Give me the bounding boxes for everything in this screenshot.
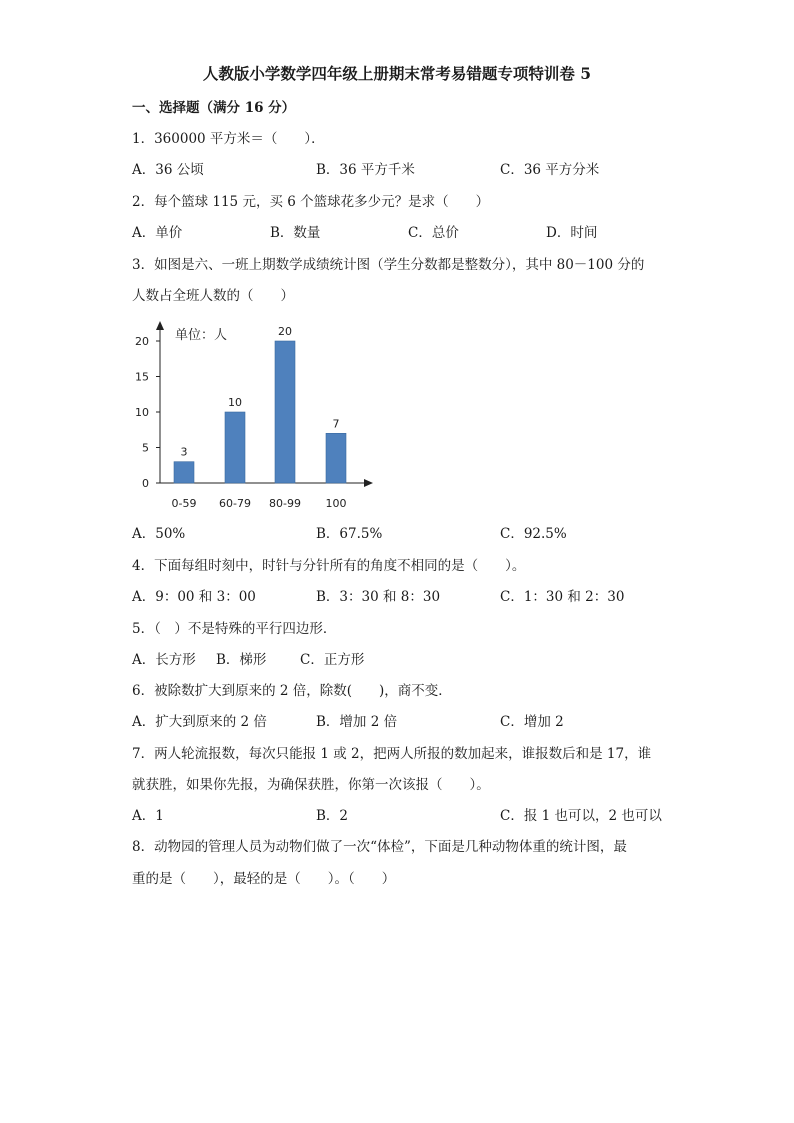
bar-value-label: 3 [180,445,188,459]
q5-option-c: C．正方形 [300,652,365,668]
q4-option-a: A．9：00 和 3：00 [132,589,256,605]
section-heading: 一、选择题（满分 16 分） [132,100,296,116]
chart-labels [172,325,347,510]
y-tick-label: 10 [135,406,149,419]
question-4-stem: 4．下面每组时刻中，时针与分针所有的角度不相同的是（ ）。 [132,558,526,574]
question-8-stem-line-2: 重的是（ ），最轻的是（ ）。（ ） [132,871,396,887]
q7-option-b: B．2 [316,808,349,824]
y-axis-arrow [156,321,164,330]
bar-value-label: 7 [332,417,340,431]
q4-option-c: C．1：30 和 2：30 [500,589,625,605]
bar-value-label: 20 [278,325,292,338]
score-bar-chart [128,316,384,516]
question-7-stem-line-2: 就获胜，如果你先报，为确保获胜，你第一次该报（ ）。 [132,777,490,793]
q7-option-a: A．1 [132,808,164,824]
y-tick-label: 5 [142,441,149,455]
bar-100 [326,433,346,483]
bar-60-79 [225,412,245,483]
y-tick-label: 15 [135,370,149,384]
question-5-stem: 5．（ ）不是特殊的平行四边形． [132,621,337,637]
bar-value-label: 10 [228,396,242,409]
exam-title: 人教版小学数学四年级上册期末常考易错题专项特训卷 5 [202,64,592,83]
q1-option-c: C．36 平方分米 [500,162,600,178]
q5-option-b: B．梯形 [216,652,267,668]
q3-option-b: B．67.5% [316,526,383,542]
q3-option-a: A．50% [132,526,186,542]
q1-option-b: B．36 平方千米 [316,162,415,178]
x-axis-arrow [364,479,373,487]
q1-option-a: A．36 公顷 [132,162,204,178]
x-category-label: 80-99 [269,497,301,510]
q7-option-c: C．报 1 也可以，2 也可以 [500,808,662,824]
q3-option-c: C．92.5% [500,526,567,542]
q6-option-c: C．增加 2 [500,714,564,730]
q2-option-a: A．单价 [132,225,183,241]
bar-80-99 [275,341,295,483]
question-7-stem-line-1: 7．两人轮流报数，每次只能报 1 或 2，把两人所报的数加起来，谁报数后和是 17，谁 [132,746,652,762]
question-3-stem-line-1: 3．如图是六、一班上期数学成绩统计图（学生分数都是整数分），其中 80－100 分的 [132,257,645,273]
q2-option-d: D．时间 [546,225,598,241]
y-tick-label: 0 [142,477,149,490]
question-3-stem-line-2: 人数占全班人数的（ ） [132,288,294,304]
question-8-stem-line-1: 8．动物园的管理人员为动物们做了一次“体检”，下面是几种动物体重的统计图，最 [132,839,627,855]
q2-option-c: C．总价 [408,225,459,241]
x-category-label: 100 [325,497,347,510]
y-tick-label: 20 [135,335,149,348]
question-6-stem: 6．被除数扩大到原来的 2 倍，除数( )，商不变． [132,683,452,699]
q6-option-a: A．扩大到原来的 2 倍 [132,714,267,730]
x-category-label: 0-59 [171,497,197,510]
q6-option-b: B．增加 2 倍 [316,714,398,730]
chart-bars [174,341,346,483]
q2-option-b: B．数量 [270,225,321,241]
question-2-stem: 2．每个篮球 115 元，买 6 个篮球花多少元？是求（ ） [132,194,490,210]
q4-option-b: B．3：30 和 8：30 [316,589,441,605]
q5-option-a: A．长方形 [132,652,196,668]
x-category-label: 60-79 [219,497,251,510]
bar-0-59 [174,462,194,483]
chart-unit-label: 单位：人 [175,328,228,343]
question-1-stem: 1．360000 平方米＝（ ）． [132,131,325,147]
